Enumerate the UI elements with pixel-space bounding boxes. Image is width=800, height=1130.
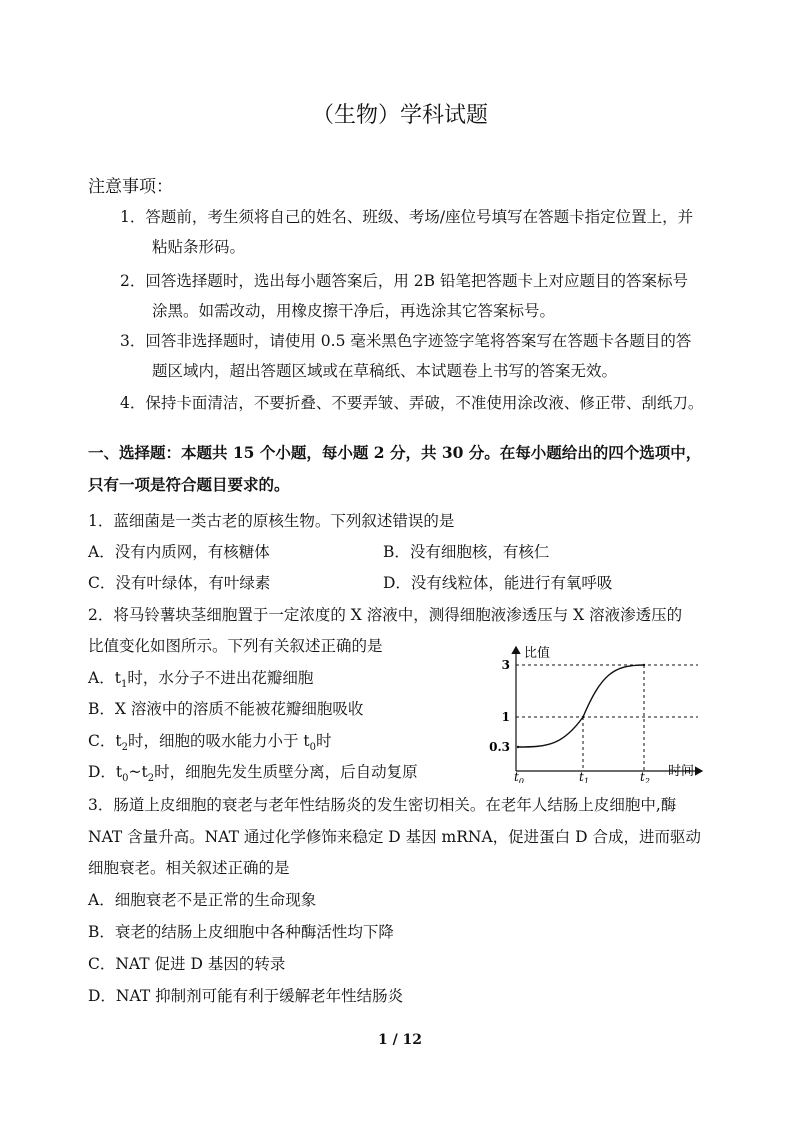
q2-option-d-sub-2: 2 [147, 773, 155, 785]
q2-option-c-prefix: C．t [88, 732, 122, 750]
q2-option-c-text: 时 [316, 732, 332, 750]
q3-stem-line-1: 3．肠道上皮细胞的衰老与老年性结肠炎的发生密切相关。在老年人结肠上皮细胞中,酶 [88, 796, 677, 814]
notice-item-4 [120, 388, 703, 418]
q1-option-d: D．没有线粒体，能进行有氧呼吸 [383, 574, 613, 592]
y-tick-label: 3 [501, 658, 510, 672]
notice-item-4-line-1: 4．保持卡面清洁，不要折叠、不要弄皱、弄破，不准使用涂改液、修正带、刮纸刀。 [120, 394, 704, 412]
q2-option-d [88, 760, 418, 784]
q2-option-a-prefix: A．t [88, 669, 121, 687]
q1-option-a: A．没有内质网，有核糖体 [88, 543, 270, 561]
q2-option-c [88, 729, 332, 753]
q1-stem: 1．蓝细菌是一类古老的原核生物。下列叙述错误的是 [88, 512, 455, 530]
q2-option-a [88, 666, 313, 690]
x-tick-letter: t [514, 770, 519, 783]
x-tick-label [514, 770, 524, 783]
ratio-curve [518, 665, 644, 747]
notice-item-3-line-2: 题区域内，超出答题区域或在草稿纸、本试题卷上书写的答案无效。 [152, 362, 618, 380]
notice-item-1-line-1: 1．答题前，考生须将自己的姓名、班级、考场/座位号填写在答题卡指定位置上，并 [120, 208, 694, 226]
notice-item-2-line-2: 涂黑。如需改动，用橡皮擦干净后，再选涂其它答案标号。 [152, 302, 556, 320]
x-tick-subscript: 2 [644, 777, 650, 783]
q3-option-d: D．NAT 抑制剂可能有利于缓解老年性结肠炎 [88, 987, 404, 1005]
x-tick-subscript: 0 [518, 777, 524, 783]
q2-option-a-sub: 1 [120, 679, 128, 691]
page-number: 1 / 12 [377, 1032, 423, 1048]
q3-option-c: C．NAT 促进 D 基因的转录 [88, 955, 286, 973]
x-tick-letter: t [579, 770, 584, 783]
q1-option-b: B．没有细胞核，有核仁 [383, 543, 550, 561]
q1-option-c: C．没有叶绿体，有叶绿素 [88, 574, 271, 592]
notice-item-2-line-1: 2．回答选择题时，选出每小题答案后，用 2B 铅笔把答题卡上对应题目的答案标号 [120, 272, 688, 290]
q3-stem-line-3: 细胞衰老。相关叙述正确的是 [88, 859, 290, 877]
q2-option-c-mid: 时，细胞的吸水能力小于 t [127, 732, 310, 750]
y-tick-label: 1 [501, 710, 510, 724]
x-axis-label: 时间 [668, 764, 695, 779]
q2-option-c-sub: 2 [121, 742, 128, 754]
q3-option-a: A．细胞衰老不是正常的生命现象 [88, 891, 317, 909]
q2-stem-line-2: 比值变化如图所示。下列有关叙述正确的是 [88, 637, 383, 655]
notice-item-1-line-2: 粘贴条形码。 [152, 238, 246, 256]
point-t2 [643, 664, 645, 666]
q2-option-d-mid: ~t [128, 763, 148, 781]
x-tick-label [640, 770, 650, 783]
x-tick-letter: t [640, 770, 645, 783]
point-t0 [517, 746, 519, 748]
q2-option-d-text: 时，细胞先发生质壁分离，后自动复原 [154, 763, 418, 781]
q2-option-c-sub-2: 0 [309, 742, 317, 754]
q2-option-b: B．X 溶液中的溶质不能被花瓣细胞吸收 [88, 700, 364, 718]
notice-item-1 [120, 202, 693, 262]
section-1-heading-line-2: 只有一项是符合题目要求的。 [88, 475, 290, 494]
notice-item-3-line-1: 3．回答非选择题时，请使用 0.5 毫米黑色字迹签字笔将答案写在答题卡各题目的答 [120, 332, 692, 350]
section-1-heading-line-1: 一、选择题：本题共 15 个小题，每小题 2 分，共 30 分。在每小题给出的四个选项中， [88, 443, 702, 462]
x-tick-label [579, 770, 589, 783]
notice-heading: 注意事项： [88, 177, 173, 197]
y-axis-label: 比值 [524, 646, 551, 661]
page-title: （生物）学科试题 [311, 103, 488, 128]
x-tick-subscript: 1 [583, 777, 589, 783]
y-tick-label: 0.3 [489, 740, 510, 754]
point-t1 [582, 716, 584, 718]
notice-item-3 [120, 326, 691, 386]
q2-option-d-prefix: D．t [88, 763, 123, 781]
q3-stem-line-2: NAT 含量升高。NAT 通过化学修饰来稳定 D 基因 mRNA，促进蛋白 D 合成，进而驱动 [88, 828, 701, 846]
notice-item-2 [120, 266, 688, 326]
q2-option-a-text: 时，水分子不进出花瓣细胞 [127, 669, 314, 687]
q3-option-b: B．衰老的结肠上皮细胞中各种酶活性均下降 [88, 923, 394, 941]
osmotic-ratio-chart [488, 643, 708, 783]
q2-stem-line-1: 2．将马铃薯块茎细胞置于一定浓度的 X 溶液中，测得细胞液渗透压与 X 溶液渗透压的 [88, 606, 683, 624]
q2-option-d-sub: 0 [122, 773, 129, 785]
